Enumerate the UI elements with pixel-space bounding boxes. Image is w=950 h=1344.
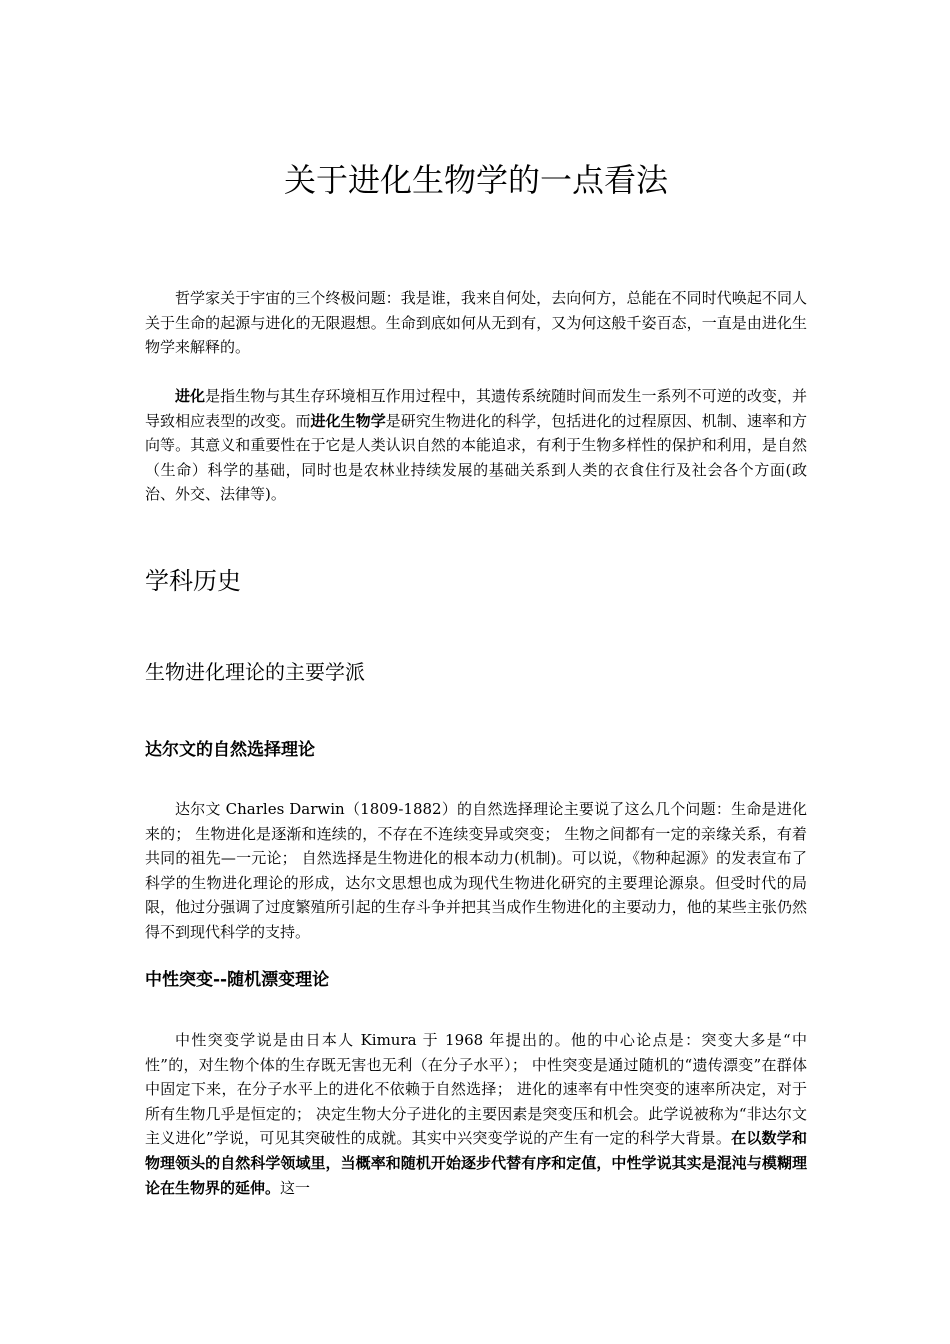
term-evolutionary-biology: 进化生物学 [310, 411, 386, 430]
neutral-text-2: 这一 [280, 1178, 311, 1197]
document-title: 关于进化生物学的一点看法 [283, 161, 668, 199]
definition-paragraph [145, 384, 807, 507]
definition-text-2: 是研究生物进化的科学，包括进化的过程原因、机制、速率和方向等。其意义和重要性在于它是人类认识自然的本能追求，有利于生物多样性的保护和利用，是自然（生命）科学的基础，同时也是农林业持续发展的基础关系到人类的衣食住行及社会各个方面(政治、外交、法律等)。 [145, 411, 807, 504]
neutral-text-1: 中性突变学说是由日本人 Kimura 于 1968 年提出的。他的中心论点是：突变大多是“中性”的，对生物个体的生存既无害也无利（在分子水平）； 中性突变是通过随机的“遗传漂变”在群体中固定下来，在分子水平上的进化不依赖于自然选择； 进化的速率有中性突变的速率所决定，对于所有生物几乎是恒定的； 决定生物大分子进化的主要因素是突变压和机会。此学说被称为“非达尔文主义进化”学说，可见其突破性的成就。其实中兴突变学说的产生有一定的科学大背景。 [145, 1031, 807, 1148]
definition-text-1: 是指生物与其生存环境相互作用过程中，其遗传系统随时间而发生一系列不可逆的改变，并导致相应表型的改变。而 [145, 387, 807, 430]
term-evolution: 进化 [175, 387, 206, 405]
neutral-bold-text: 在以数学和物理领头的自然科学领域里，当概率和随机开始逐步代替有序和定值，中性学说其实是混沌与模糊理论在生物界的延伸。 [145, 1129, 807, 1197]
subsection-heading-schools: 生物进化理论的主要学派 [145, 660, 365, 684]
intro-paragraph: 哲学家关于宇宙的三个终极问题：我是谁，我来自何处，去向何方，总能在不同时代唤起不同人关于生命的起源与进化的无限遐想。生命到底如何从无到有，又为何这般千姿百态，一直是由进化生物学来解释的。 [145, 289, 807, 357]
heading-darwin: 达尔文的自然选择理论 [145, 740, 315, 760]
heading-neutral-theory: 中性突变--随机漂变理论 [145, 970, 330, 990]
darwin-paragraph: 达尔文 Charles Darwin（1809-1882）的自然选择理论主要说了这么几个问题：生命是进化来的； 生物进化是逐渐和连续的，不存在不连续变异或突变； 生物之间都有一定的亲缘关系，有着共同的祖先—一元论； 自然选择是生物进化的根本动力(机制)。可以说，《物种起源》的发表宣布了科学的生物进化理论的形成，达尔文思想也成为现代生物进化研究的主要理论源泉。但受时代的局限，他过分强调了过度繁殖所引起的生存斗争并把其当成作生物进化的主要动力，他的某些主张仍然得不到现代科学的支持。 [145, 800, 807, 941]
neutral-paragraph [145, 1028, 807, 1200]
section-heading-history: 学科历史 [145, 567, 241, 595]
